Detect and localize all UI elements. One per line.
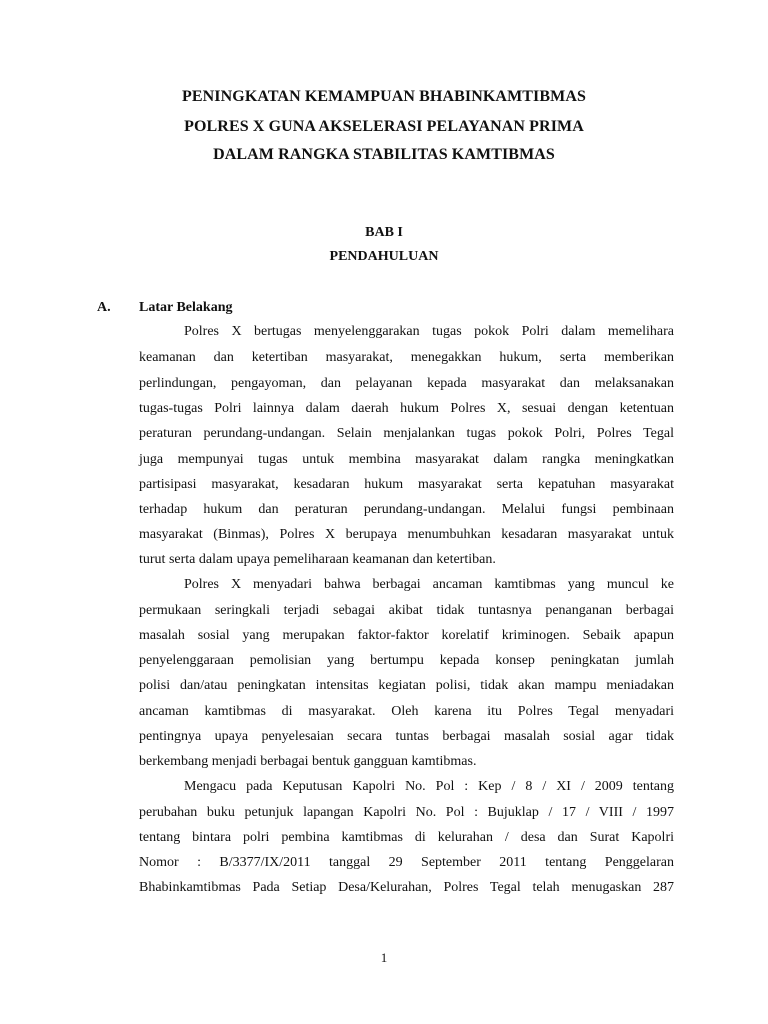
paragraph-3-line-5: Bhabinkamtibmas Pada Setiap Desa/Kelurahan, Polres Tegal telah menugaskan 287	[139, 880, 674, 895]
section-letter: A.	[97, 300, 111, 315]
paragraph-1-line-4: tugas-tugas Polri lainnya dalam daerah hukum Polres X, sesuai dengan ketentuan	[139, 401, 674, 416]
chapter-title: PENDAHULUAN	[329, 249, 439, 264]
paragraph-3-line-3: tentang bintara polri pembina kamtibmas di kelurahan / desa dan Surat Kapolri	[139, 830, 674, 845]
paragraph-1-line-5: peraturan perundang-undangan. Selain menjalankan tugas pokok Polri, Polres Tegal	[139, 426, 674, 441]
paragraph-2-line-2: permukaan seringkali terjadi sebagai akibat tidak tuntasnya penanganan berbagai	[139, 603, 674, 618]
paragraph-2-line-5: polisi dan/atau peningkatan intensitas kegiatan polisi, tidak akan mampu meniadakan	[139, 678, 674, 693]
paragraph-1-line-7: partisipasi masyarakat, kesadaran hukum masyarakat serta kepatuhan masyarakat	[139, 477, 674, 492]
paragraph-3-line-4: Nomor : B/3377/IX/2011 tanggal 29 September 2011 tentang Penggelaran	[139, 855, 674, 870]
paragraph-2-line-6: ancaman kamtibmas di masyarakat. Oleh karena itu Polres Tegal menyadari	[139, 704, 674, 719]
paragraph-1-line-3: perlindungan, pengayoman, dan pelayanan kepada masyarakat dan melaksanakan	[139, 376, 674, 391]
paragraph-2-line-1: Polres X menyadari bahwa berbagai ancaman kamtibmas yang muncul ke	[184, 577, 674, 592]
paragraph-1-line-8: terhadap hukum dan peraturan perundang-undangan. Melalui fungsi pembinaan	[139, 502, 674, 517]
title-line-1: PENINGKATAN KEMAMPUAN BHABINKAMTIBMAS	[182, 88, 586, 105]
title-line-2: POLRES X GUNA AKSELERASI PELAYANAN PRIMA	[184, 118, 584, 135]
paragraph-1-line-1: Polres X bertugas menyelenggarakan tugas pokok Polri dalam memelihara	[184, 324, 674, 339]
paragraph-1-line-6: juga mempunyai tugas untuk membina masyarakat dalam rangka meningkatkan	[139, 452, 674, 467]
paragraph-3-line-2: perubahan buku petunjuk lapangan Kapolri No. Pol : Bujuklap / 17 / VIII / 1997	[139, 805, 674, 820]
title-line-3: DALAM RANGKA STABILITAS KAMTIBMAS	[213, 146, 555, 163]
paragraph-1-line-10: turut serta dalam upaya pemeliharaan keamanan dan ketertiban.	[139, 552, 496, 567]
paragraph-1-line-9: masyarakat (Binmas), Polres X berupaya menumbuhkan kesadaran masyarakat untuk	[139, 527, 674, 542]
chapter-number: BAB I	[365, 225, 403, 240]
paragraph-2-line-4: penyelenggaraan pemolisian yang bertumpu kepada konsep peningkatan jumlah	[139, 653, 674, 668]
paragraph-2-line-8: berkembang menjadi berbagai bentuk gangguan kamtibmas.	[139, 754, 477, 769]
page-number: 1	[380, 950, 388, 965]
section-title: Latar Belakang	[139, 300, 233, 315]
paragraph-2-line-3: masalah sosial yang merupakan faktor-faktor korelatif kriminogen. Sebaik apapun	[139, 628, 674, 643]
paragraph-3-line-1: Mengacu pada Keputusan Kapolri No. Pol : Kep / 8 / XI / 2009 tentang	[184, 779, 674, 794]
paragraph-2-line-7: pentingnya upaya penyelesaian secara tuntas berbagai masalah sosial agar tidak	[139, 729, 674, 744]
paragraph-1-line-2: keamanan dan ketertiban masyarakat, menegakkan hukum, serta memberikan	[139, 350, 674, 365]
